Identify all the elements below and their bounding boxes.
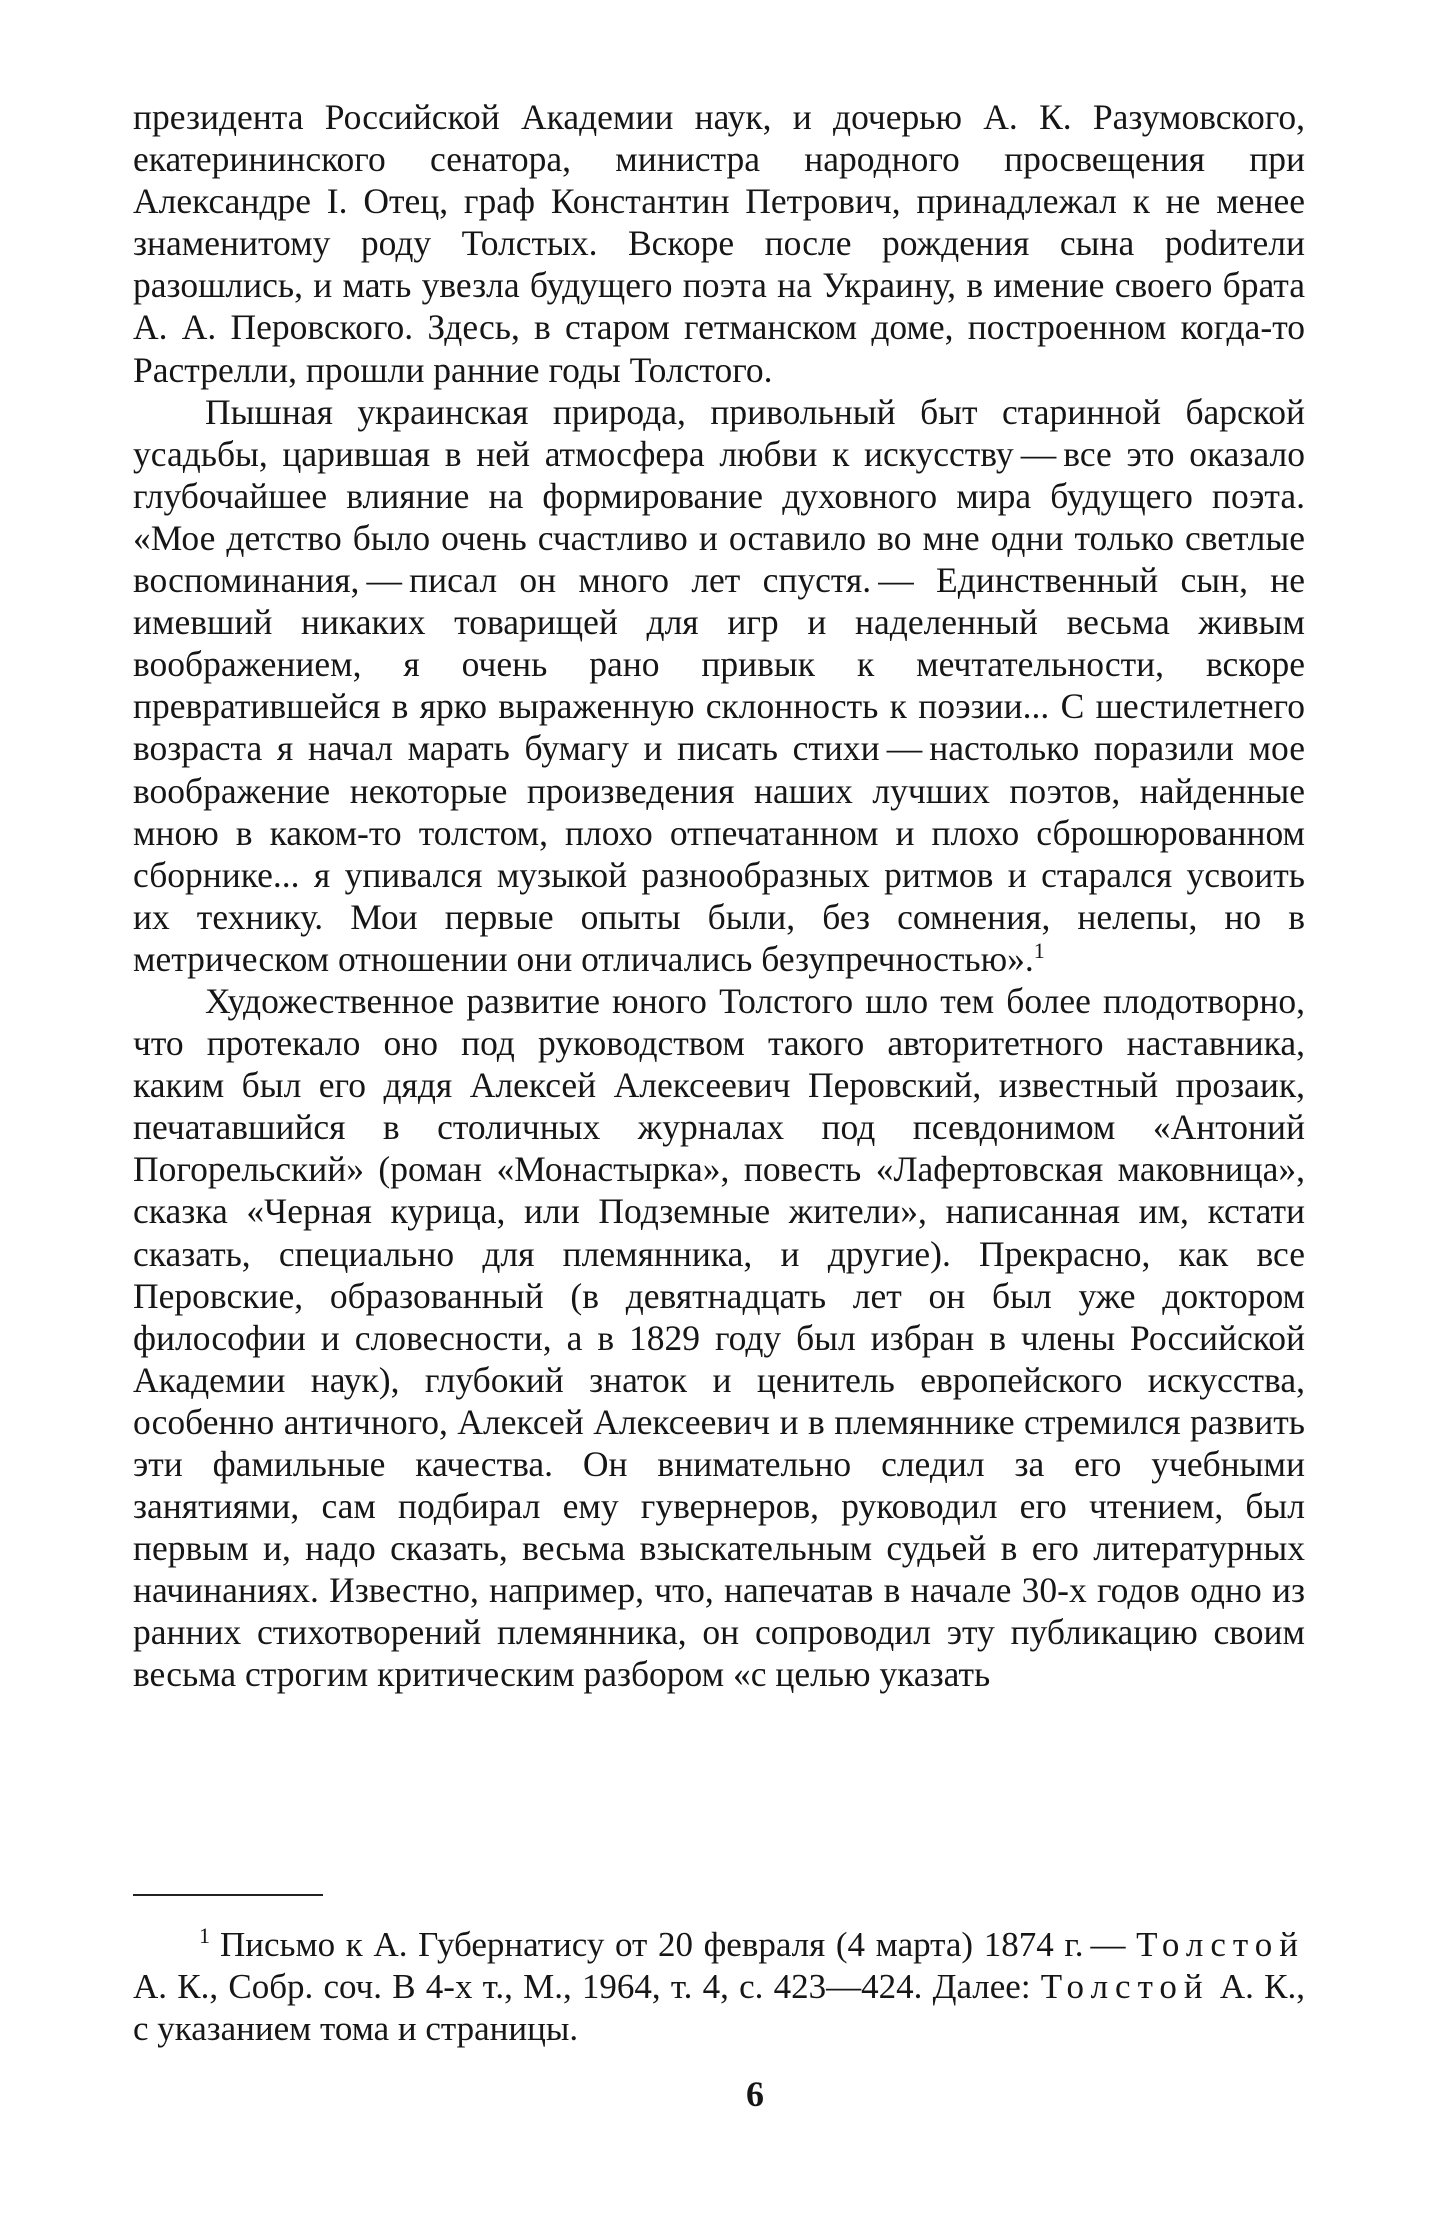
paragraph-1 — [133, 96, 1305, 391]
paragraph-2-text: Пышная украинская природа, привольный быт старинной барской усадьбы, царившая в ней атмосфера любви к искусству — все это оказало глубочайшее влияние на формирование духовного мира будущего поэта. «Мое детство было очень счастливо и оставило во мне одни только светлые воспоминания, — писал он много лет спустя. — Единственный сын, не имевший никаких товарищей для игр и наделенный весьма живым воображением, я очень рано привык к мечтательности, вскоре превратившейся в ярко выраженную склонность к поэзии... С шестилетнего возраста я начал марать бумагу и писать стихи — настолько поразили мое воображение некоторые произведения наших лучших поэтов, найденные мною в каком-то толстом, плохо отпечатанном и плохо сброшюрованном сборнике... я упивался музыкой разнообразных ритмов и старался усвоить их технику. Мои первые опыты были, без сомнения, нелепы, но в метрическом отношении они отличались безупречностью». — [133, 391, 1305, 979]
main-text — [133, 96, 1305, 1696]
paragraph-2 — [133, 391, 1305, 980]
page-body — [133, 96, 1305, 1696]
page-number: 6 — [746, 2074, 764, 2114]
footnote-text-middle: А. К., Собр. соч. В 4-х т., М., 1964, т. 4, с. 423—424. Далее: — [133, 1967, 1041, 2006]
paragraph-1-text: президента Российской Академии наук, и дочерью А. К. Разумовского, екатерининского сенатора, министра народного просвещения при Александре I. Отец, граф Константин Петрович, принадлежал к не менее знаменитому роду Толстых. Вскоре после рождения сына роdители разошлись, и мать увезла будущего поэта на Украину, в имение своего брата А. А. Перовского. Здесь, в старом гетманском доме, построенном когда-то Растрелли, прошли ранние годы Толстого. — [133, 97, 1305, 390]
footnote-reference[interactable]: 1 — [1033, 938, 1045, 964]
footnote-text-after: А. К., с указанием тома и страницы. — [133, 1967, 1306, 2048]
footnote-1 — [133, 1924, 1305, 2050]
footnote-author-2: Толстой — [1040, 1967, 1210, 2006]
footnote-author-1: Толстой — [1136, 1925, 1305, 1964]
footnotes-section — [133, 1924, 1305, 2050]
paragraph-3-text: Художественное развитие юного Толстого шло тем более плодотворно, что протекало оно под руководством такого авторитетного наставника, каким был его дядя Алексей Алексеевич Перовский, известный прозаик, печатавшийся в столичных журналах под псевдонимом «Антоний Погорельский» (роман «Монастырка», повесть «Лафертовская маковница», сказка «Черная курица, или Подземные жители», написанная им, кстати сказать, специально для племянника, и другие). Прекрасно, как все Перовские, образованный (в девятнадцать лет он был уже доктором философии и словесности, а в 1829 году был избран в члены Российской Академии наук), глубокий знаток и ценитель европейского искусства, особенно античного, Алексей Алексеевич и в племяннике стремился развить эти фамильные качества. Он внимательно следил за его учебными занятиями, сам подбирал ему гувернеров, руководил его чтением, был первым и, надо сказать, весьма взыскательным судьей в его литературных начинаниях. Известно, например, что, напечатав в начале 30-х годов одно из ранних стихотворений племянника, он сопроводил эту публикацию своим весьма строгим критическим разбором «с целью указать — [133, 980, 1305, 1695]
footnote-divider — [133, 1894, 323, 1896]
footnote-mark: 1 — [199, 1923, 210, 1949]
footnote-text-before: Письмо к А. Губернатису от 20 февраля (4 марта) 1874 г. — — [220, 1925, 1137, 1964]
paragraph-3 — [133, 980, 1305, 1696]
